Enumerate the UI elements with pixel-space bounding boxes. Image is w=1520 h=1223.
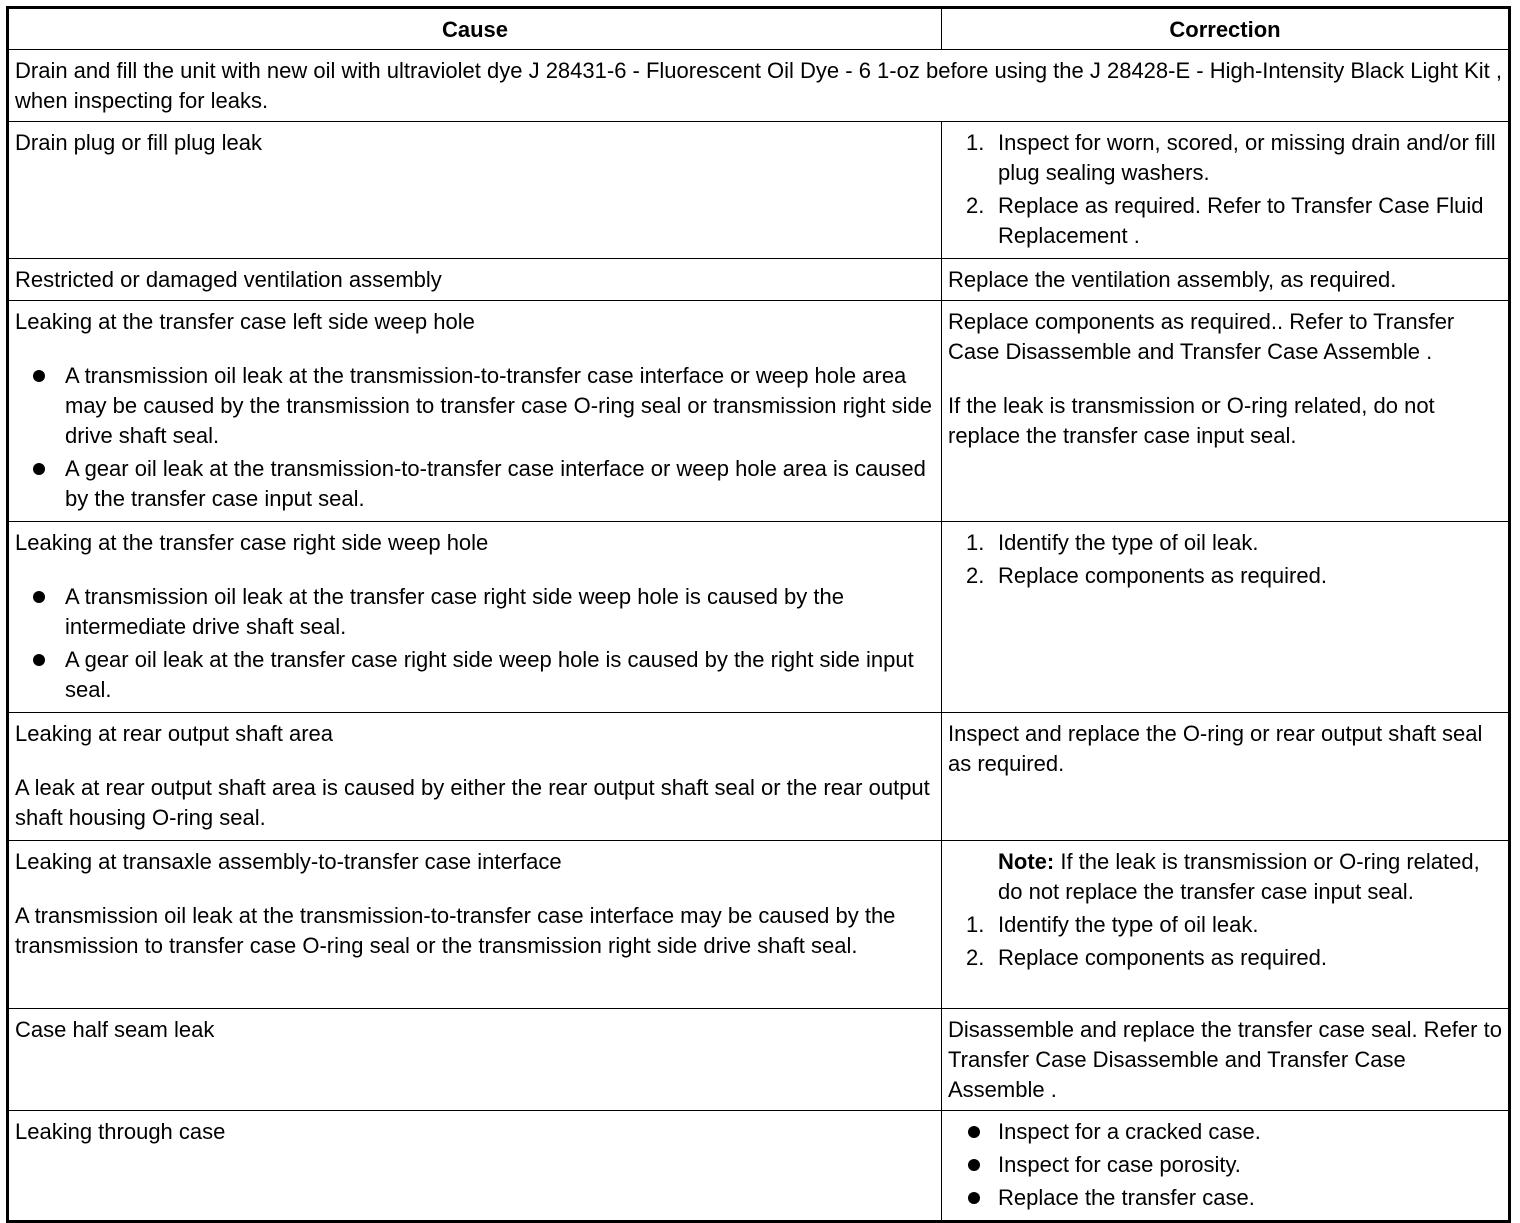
- cause-cell: [8, 1009, 942, 1111]
- step-item: [948, 943, 1502, 973]
- correction-cell: [942, 301, 1510, 522]
- correction-steps: [948, 528, 1502, 591]
- step-number: 2.: [966, 563, 985, 588]
- cause-cell: [8, 122, 942, 259]
- step-number: 1.: [966, 912, 985, 937]
- step-item: [948, 528, 1502, 558]
- correction-cell: [942, 522, 1510, 713]
- bullet-item: A transmission oil leak at the transmission-to-transfer case interface or weep hole area may be caused by the transmission to transfer case O-ring seal or transmission right side drive shaft seal.: [15, 361, 935, 451]
- cause-detail-text: A leak at rear output shaft area is caused by either the rear output shaft seal or the rear output shaft housing O-ring seal.: [15, 775, 930, 830]
- cause-cell: [8, 301, 942, 522]
- step-item: [948, 128, 1502, 188]
- step-number: 2.: [966, 193, 985, 218]
- cause-cell: [8, 841, 942, 1009]
- step-item: [948, 910, 1502, 940]
- correction-text: Inspect and replace the O-ring or rear output shaft seal as required.: [948, 721, 1483, 776]
- cause-text: Leaking at the transfer case right side weep hole: [15, 530, 489, 555]
- cause-text: Case half seam leak: [15, 1017, 215, 1042]
- note-label: Note:: [998, 849, 1055, 874]
- step-number: 1.: [966, 530, 985, 555]
- step-text: Replace as required. Refer to Transfer Case Fluid Replacement .: [998, 193, 1484, 248]
- cause-bullets: [15, 582, 935, 705]
- table-row: [8, 522, 1510, 713]
- step-text: Replace components as required.: [998, 563, 1327, 588]
- correction-cell: [942, 122, 1510, 259]
- correction-text: Replace the ventilation assembly, as required.: [948, 267, 1397, 292]
- bullet-item: Inspect for case porosity.: [948, 1150, 1502, 1180]
- bullet-item: A gear oil leak at the transfer case right side weep hole is caused by the right side input seal.: [15, 645, 935, 705]
- correction-cell: [942, 1111, 1510, 1222]
- table-row: [8, 259, 1510, 301]
- correction-cell: [942, 841, 1510, 1009]
- correction-cell: [942, 713, 1510, 841]
- correction-bullets: [948, 1117, 1502, 1213]
- cause-text: Restricted or damaged ventilation assembly: [15, 267, 442, 292]
- correction-note-text: If the leak is transmission or O-ring related, do not replace the transfer case input seal.: [948, 393, 1435, 448]
- correction-cell: [942, 1009, 1510, 1111]
- cause-detail-text: A transmission oil leak at the transmission-to-transfer case interface may be caused by the transmission to transfer case O-ring seal or the transmission right side drive shaft seal.: [15, 903, 896, 958]
- bullet-item: Replace the transfer case.: [948, 1183, 1502, 1213]
- cause-text: Leaking at rear output shaft area: [15, 721, 333, 746]
- cause-cell: [8, 713, 942, 841]
- correction-cell: [942, 259, 1510, 301]
- correction-text: Replace components as required.. Refer to Transfer Case Disassemble and Transfer Case Assemble .: [948, 309, 1455, 364]
- cause-cell: [8, 522, 942, 713]
- correction-steps: [948, 910, 1502, 973]
- step-item: [948, 191, 1502, 251]
- table-row: [8, 841, 1510, 1009]
- note: [948, 847, 1502, 907]
- cause-text: Drain plug or fill plug leak: [15, 130, 263, 155]
- correction-steps: [948, 128, 1502, 251]
- cause-cell: [8, 1111, 942, 1222]
- step-number: 1.: [966, 130, 985, 155]
- step-text: Identify the type of oil leak.: [998, 530, 1259, 555]
- cause-text: Leaking at the transfer case left side weep hole: [15, 309, 475, 334]
- document-page: [6, 6, 1508, 1216]
- note-text: If the leak is transmission or O-ring related, do not replace the transfer case input seal.: [998, 849, 1480, 904]
- cause-cell: [8, 259, 942, 301]
- cause-text: Leaking through case: [15, 1119, 226, 1144]
- table-row: [8, 1111, 1510, 1222]
- bullet-item: A transmission oil leak at the transfer case right side weep hole is caused by the intermediate drive shaft seal.: [15, 582, 935, 642]
- cause-header: Cause: [8, 8, 942, 50]
- correction-header: Correction: [942, 8, 1510, 50]
- step-item: [948, 561, 1502, 591]
- table-row: [8, 122, 1510, 259]
- correction-text: Disassemble and replace the transfer case seal. Refer to Transfer Case Disassemble and Transfer Case Assemble .: [948, 1017, 1502, 1102]
- cause-bullets: [15, 361, 935, 514]
- header-row: [8, 8, 1510, 50]
- step-number: 2.: [966, 945, 985, 970]
- step-text: Replace components as required.: [998, 945, 1327, 970]
- intro-row: [8, 50, 1510, 122]
- table-row: [8, 713, 1510, 841]
- diagnostic-table: [6, 6, 1511, 1223]
- step-text: Identify the type of oil leak.: [998, 912, 1259, 937]
- intro-text: Drain and fill the unit with new oil with ultraviolet dye J 28431-6 - Fluorescent Oil Dye - 6 1-oz before using the J 28428-E - High-Intensity Black Light Kit , when inspecting for leaks.: [8, 50, 1510, 122]
- bullet-item: Inspect for a cracked case.: [948, 1117, 1502, 1147]
- step-text: Inspect for worn, scored, or missing drain and/or fill plug sealing washers.: [998, 130, 1496, 185]
- table-row: [8, 1009, 1510, 1111]
- bullet-item: A gear oil leak at the transmission-to-transfer case interface or weep hole area is caused by the transfer case input seal.: [15, 454, 935, 514]
- table-row: [8, 301, 1510, 522]
- cause-text: Leaking at transaxle assembly-to-transfer case interface: [15, 849, 562, 874]
